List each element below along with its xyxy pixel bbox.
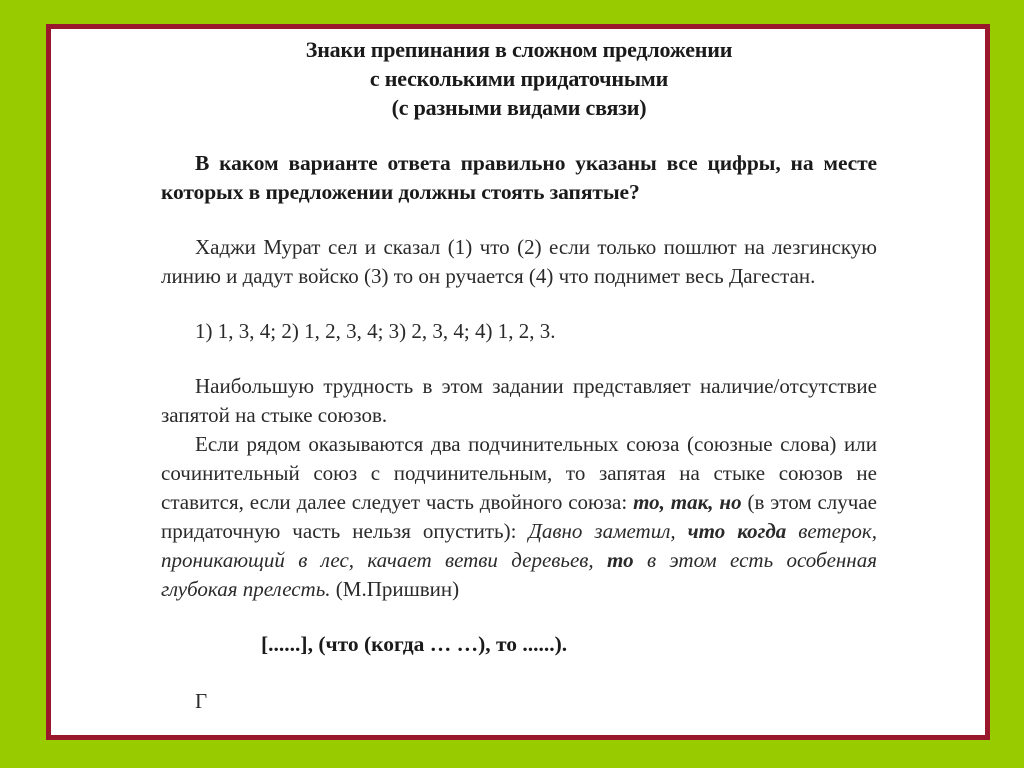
- rule-example-chto-kogda: что когда: [687, 519, 787, 543]
- title-line-2: с несколькими придаточными: [369, 66, 669, 91]
- slide-content: [161, 35, 877, 716]
- rule-text-b: (в этом случае придаточную часть нельзя опустить):: [161, 490, 877, 543]
- slide-title: [161, 35, 877, 122]
- rule-conjunctions: то, так, но: [633, 490, 742, 514]
- rule-example-to: то: [607, 548, 634, 572]
- rule-text-a: Если рядом оказываются два подчинительных союза (союзные слова) или сочинительный союз с подчинительным, то запятая на стыке союзов не ставится, если далее следует часть двойного союза:: [161, 432, 877, 514]
- explanation-paragraph: Наибольшую трудность в этом задании представляет наличие/отсутствие запятой на стыке союзов.: [161, 374, 877, 427]
- answer-options: 1) 1, 3, 4; 2) 1, 2, 3, 4; 3) 2, 3, 4; 4) 1, 2, 3.: [195, 319, 556, 343]
- rule-example-c: в этом есть особенная глубокая прелесть.: [161, 548, 877, 601]
- question-text: В каком варианте ответа правильно указаны все цифры, на месте которых в предложении должны стоять запятые?: [161, 151, 877, 204]
- title-line-1: Знаки препинания в сложном предложении: [305, 37, 733, 62]
- slide-frame: [46, 24, 990, 740]
- rule-example-b: ветерок, проникающий в лес, качает ветви деревьев,: [161, 519, 877, 572]
- sentence-scheme: [......], (что (когда … …), то ......).: [261, 632, 568, 656]
- rule-author: (М.Пришвин): [330, 577, 460, 601]
- trailing-text: Г: [195, 689, 208, 713]
- title-line-3: (с разными видами связи): [391, 95, 647, 120]
- example-sentence: Хаджи Мурат сел и сказал (1) что (2) если только пошлют на лезгинскую линию и дадут войско (3) то он ручается (4) что поднимет весь Дагестан.: [161, 235, 877, 288]
- rule-example-a: Давно заметил,: [528, 519, 688, 543]
- rule-paragraph: [161, 430, 877, 604]
